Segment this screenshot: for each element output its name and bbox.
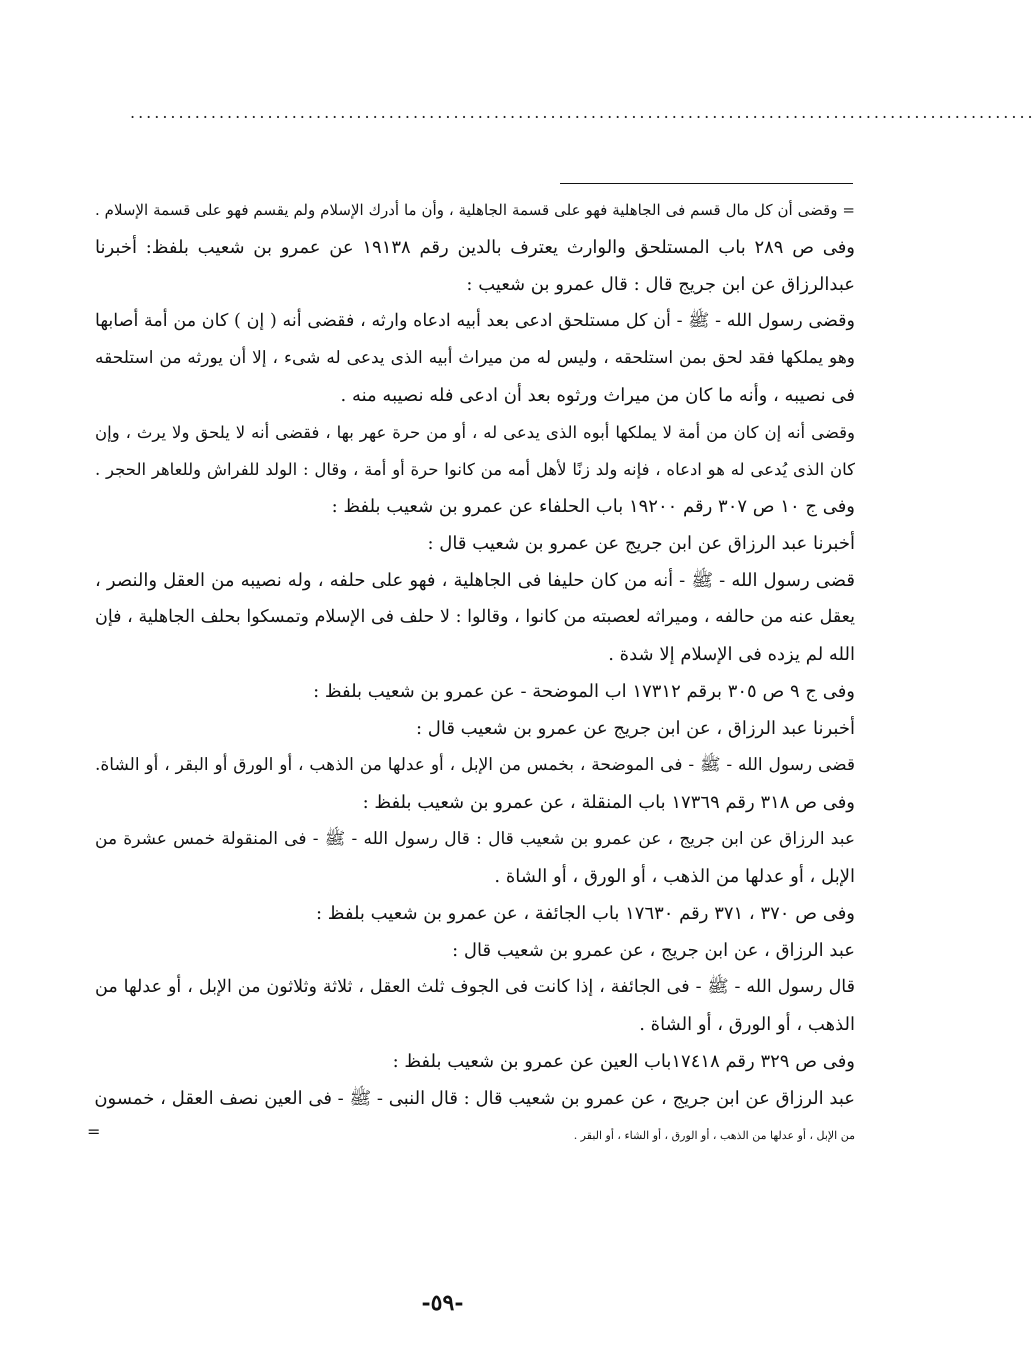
- text-line: كان الذى يُدعى له هو ادعاه ، فإنه ولد زنًا لأهل أمه من كانوا حرة أو أمة ، وقال : الولد للفراش وللعاهر الحجر .: [95, 460, 855, 479]
- text-line: عبدالرزاق عن ابن جريج قال : قال عمرو بن شعيب :: [466, 274, 855, 295]
- text-line: = وقضى أن كل مال قسم فى الجاهلية فهو على قسمة الجاهلية ، وأن ما أدرك الإسلام ولم يقسم فهو على قسمة الإسلام .: [95, 201, 855, 219]
- text-line: وفى ص ٣١٨ رقم ١٧٣٦٩ باب المنقلة ، عن عمرو بن شعيب بلفظ :: [362, 792, 855, 813]
- text-line: وفى ص ٣٧٠ ، ٣٧١ رقم ١٧٦٣٠ باب الجائفة ، عن عمرو بن شعيب بلفظ :: [315, 903, 855, 924]
- footnote-text: [87, 192, 855, 1154]
- text-line: عبد الرزاق عن ابن جريج ، عن عمرو بن شعيب قال : قال النبى - ﷺ - فى العين نصف العقل ، خمسون: [94, 1088, 855, 1109]
- text-line: وقضى رسول الله - ﷺ - أن كل مستلحق ادعى بعد أبيه ادعاه وارثه ، فقضى أنه ( إن ) كان من أمة أصابها: [95, 311, 855, 331]
- text-line: وقضى أنه إن كان من أمة لا يملكها أبوه الذى يدعى له ، أو من حرة عهر بها ، فقضى أنه لا يلحق ولا يرث ، وإن: [95, 423, 855, 442]
- page-number: -٥٩-: [421, 1290, 464, 1316]
- text-line: وهو يملكها فقد لحق بمن استلحقه ، وليس له من ميراث أبيه الذى يدعى له شىء ، إلا أن يورثه من استلحقه: [95, 348, 855, 368]
- text-line: يعقل عنه من حالفه ، وميراثه لعصبته من كانوا ، وقالوا : لا حلف فى الإسلام وتمسكوا بحلف الجاهلية ، فإن: [95, 607, 855, 627]
- text-line: وفى ج ١٠ ص ٣٠٧ رقم ١٩٢٠٠ باب الحلفاء عن عمرو بن شعيب بلفظ :: [331, 496, 855, 517]
- text-line: قال رسول الله - ﷺ - فى الجائفة ، إذا كانت فى الجوف ثلث العقل ، ثلاثة وثلاثون من الإبل ، أو عدلها من: [95, 977, 855, 997]
- text-line: فى نصيبه ، وأنه ما كان من ميراث ورثوه بعد أن ادعى فله نصيبه منه .: [340, 385, 855, 406]
- text-line: أخبرنا عبد الرزاق ، عن ابن جريج عن عمرو بن شعيب قال :: [415, 718, 855, 739]
- text-line: الإبل ، أو عدلها من الذهب ، أو الورق ، أو الشاة .: [494, 866, 855, 887]
- text-line: قضى رسول الله - ﷺ - أنه من كان حليفا فى الجاهلية ، فهو على حلفه ، وله نصيبه من العقل والنصر ،: [95, 570, 855, 591]
- footnote-separator: [560, 183, 853, 184]
- text-line: [87, 1117, 855, 1154]
- text-line: أخبرنا عبد الرزاق عن ابن جريج عن عمرو بن شعيب قال :: [427, 533, 855, 554]
- continuation-mark: =: [87, 1122, 101, 1141]
- text-line: عبد الرزاق عن ابن جريج ، عن عمرو بن شعيب قال : قال رسول الله - ﷺ - فى المنقولة خمس عشرة من: [95, 829, 855, 849]
- text-line: وفى ص ٢٨٩ باب المستلحق والوارث يعترف بالدين رقم ١٩١٣٨ عن عمرو بن شعيب بلفظ: أخبرنا: [95, 237, 855, 258]
- text-line: وفى ج ٩ ص ٣٠٥ برقم ١٧٣١٢ اب الموضحة - عن عمرو بن شعيب بلفظ :: [313, 681, 855, 702]
- text-line: الله لم يزده فى الإسلام إلا شدة .: [608, 644, 855, 665]
- text-line-content: من الإبل ، أو عدلها من الذهب ، أو الورق ، أو الشاء ، أو البقر .: [573, 1129, 855, 1142]
- text-line: وفى ص ٣٢٩ رقم ١٧٤١٨باب العين عن عمرو بن شعيب بلفظ :: [392, 1051, 855, 1072]
- text-line: قضى رسول الله - ﷺ - فى الموضحة ، بخمس من الإبل ، أو عدلها من الذهب ، أو الورق أو البقر ، أو الشاة.: [95, 755, 855, 775]
- header-dotted-rule: ................................................................................................................: [130, 103, 1036, 122]
- text-line: الذهب ، أو الورق ، أو الشاة .: [639, 1014, 855, 1035]
- text-line: عبد الرزاق ، عن ابن جريج ، عن عمرو بن شعيب قال :: [452, 940, 855, 961]
